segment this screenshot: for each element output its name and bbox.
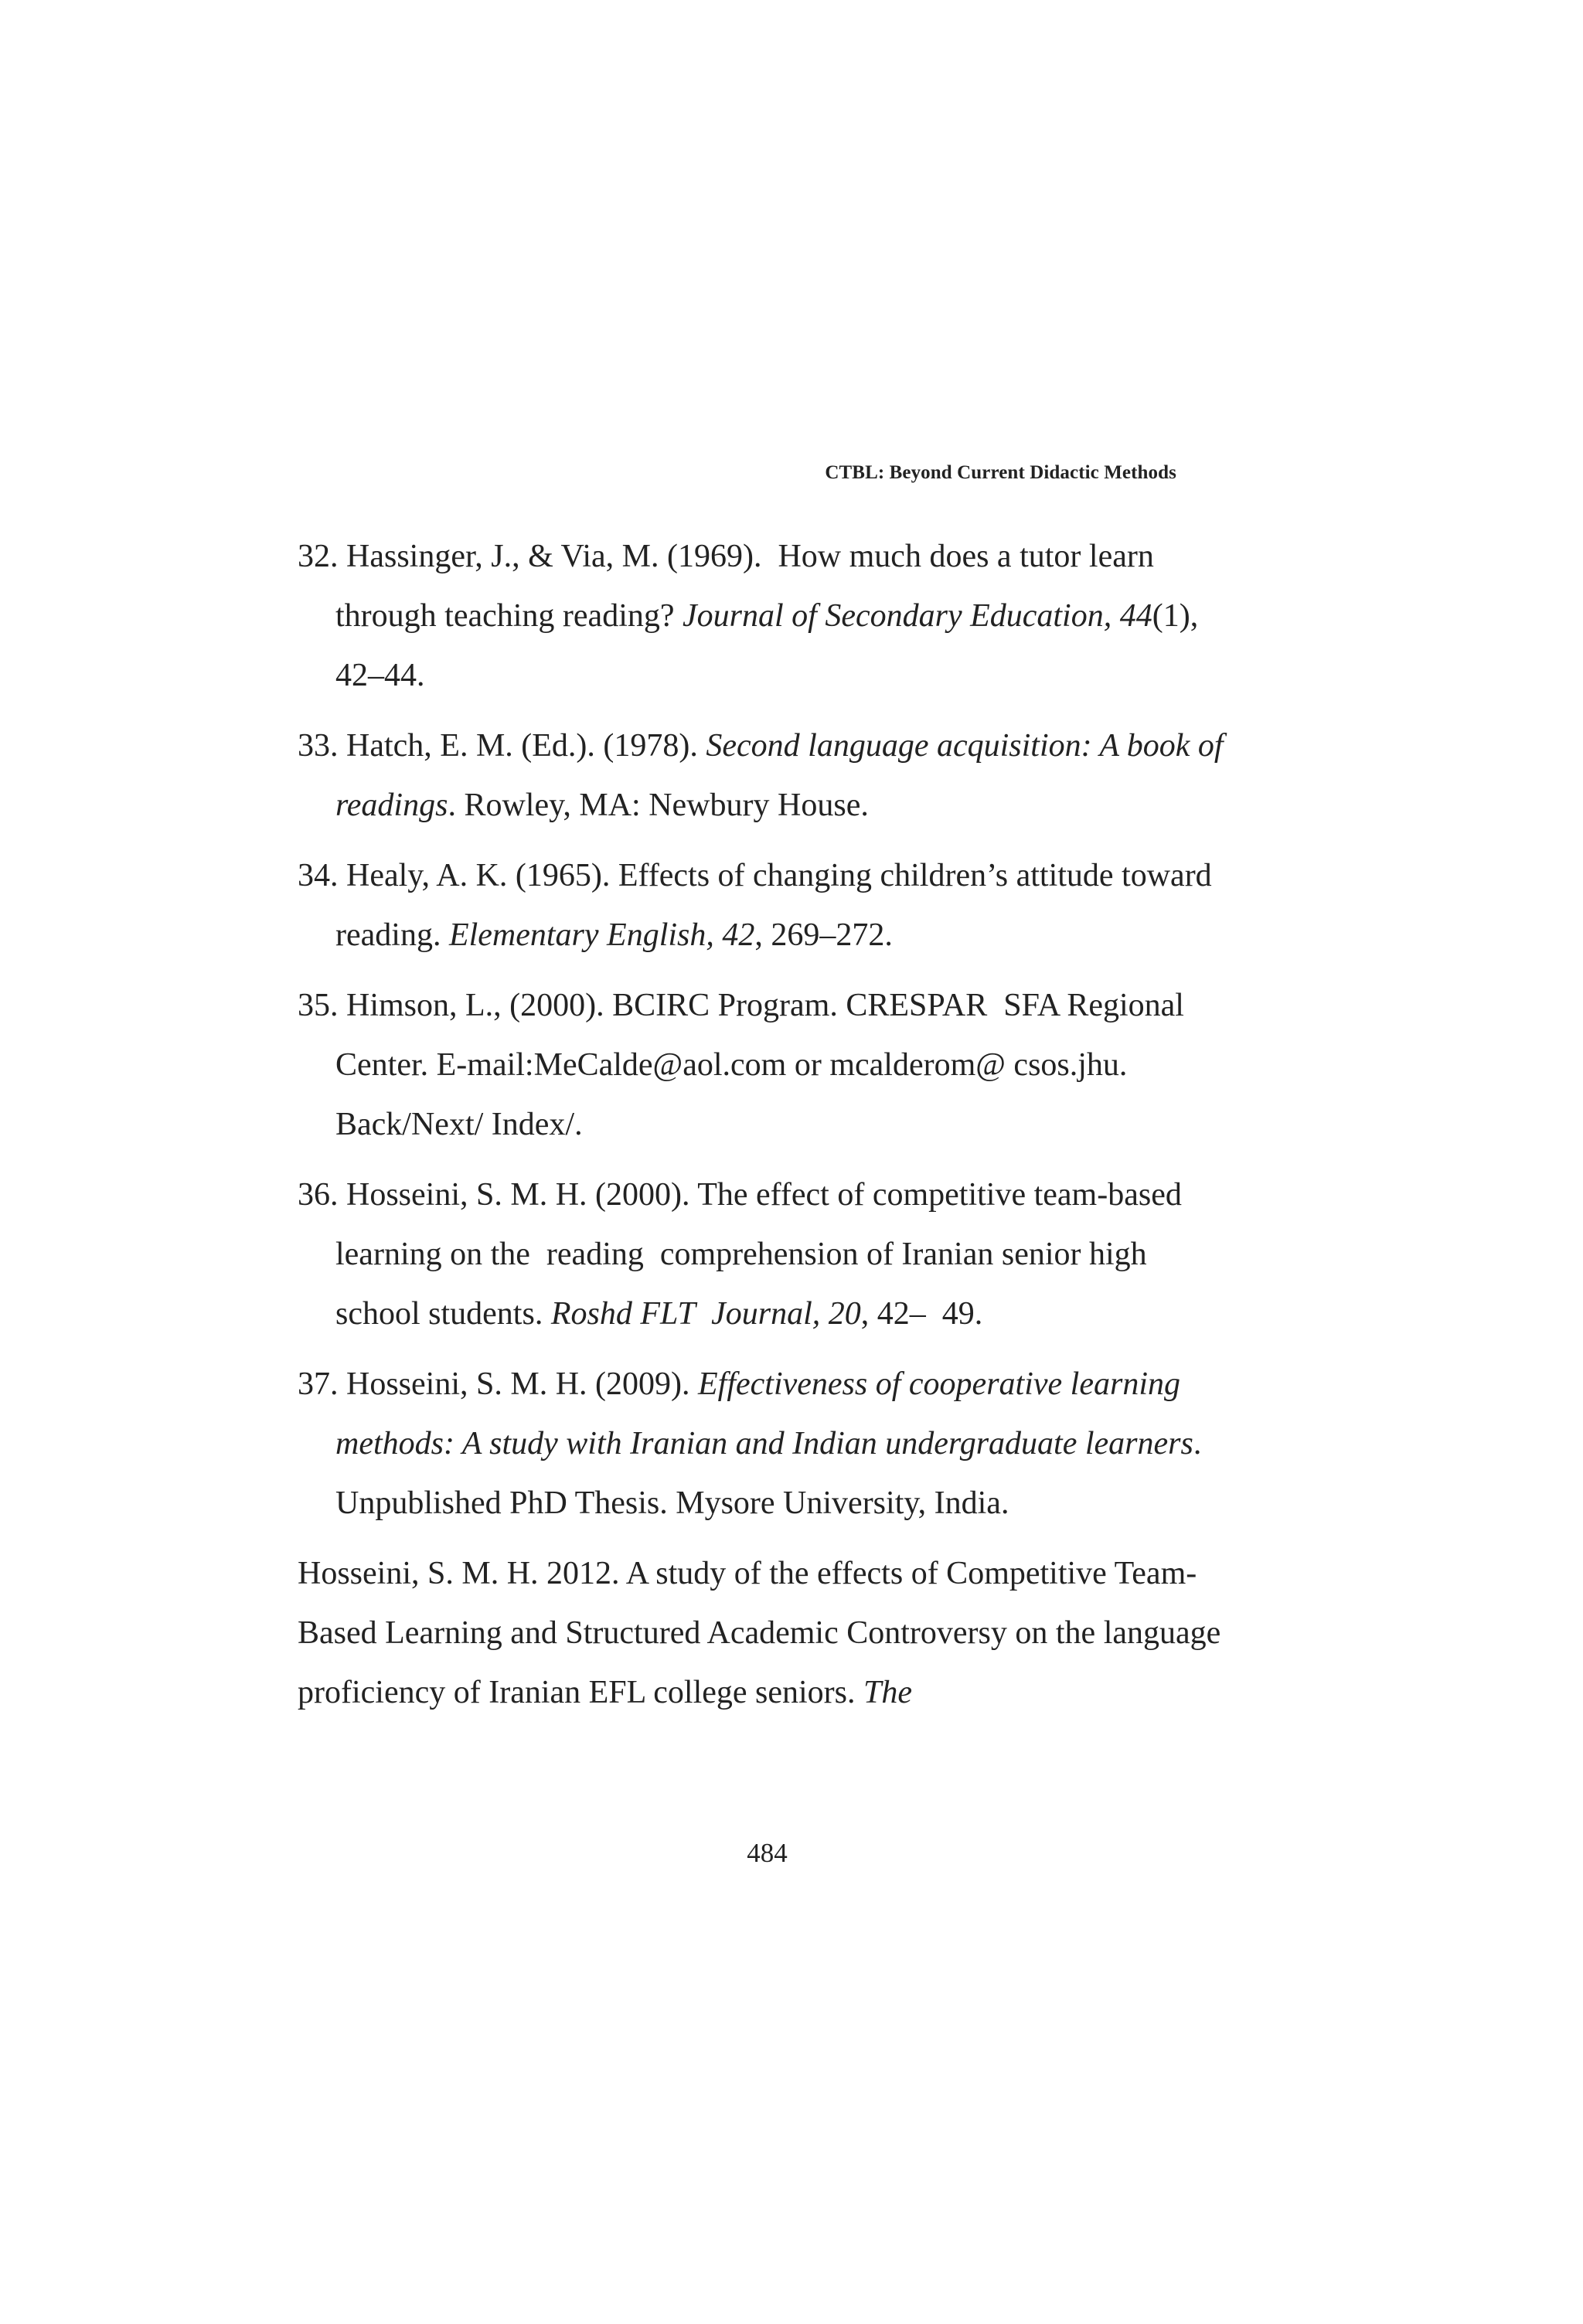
reference-text: , 269–272.: [754, 917, 893, 953]
reference-entry: [298, 846, 1225, 965]
reference-title-italic: The: [863, 1675, 913, 1710]
reference-text: 33. Hatch, E. M. (Ed.). (1978).: [298, 728, 706, 764]
reference-text: (1), 42–44.: [335, 598, 1207, 693]
reference-text: . Rowley, MA: Newbury House.: [448, 788, 869, 823]
reference-title-italic: Second language acquisition: A book of readings: [335, 728, 1232, 823]
reference-text: 35. Himson, L., (2000). BCIRC Program. CRESPAR SFA Regional Center. E-mail:MeCalde@aol.com or mcalderom@ csos.jhu. Back/Next/ Index/.: [298, 988, 1193, 1142]
reference-title-italic: Roshd FLT Journal, 20: [550, 1296, 861, 1332]
reference-title-italic: Journal of Secondary Education, 44: [683, 598, 1152, 634]
reference-entry: [298, 527, 1225, 706]
reference-entry: [298, 1544, 1229, 1723]
reference-text: . Unpublished PhD Thesis. Mysore University, India.: [335, 1426, 1210, 1521]
reference-entry: [298, 716, 1232, 835]
running-head: CTBL: Beyond Current Didactic Methods: [825, 462, 1176, 483]
page-number: 484: [747, 1838, 788, 1868]
reference-title-italic: Elementary English, 42: [448, 917, 755, 953]
reference-entry: [298, 1355, 1225, 1533]
reference-text: 34. Healy, A. K. (1965). Effects of changing children’s attitude toward reading.: [298, 858, 1220, 953]
reference-entry: [298, 976, 1225, 1155]
reference-text: 32. Hassinger, J., & Via, M. (1969). How much does a tutor learn through teaching reading?: [298, 539, 1163, 634]
reference-text: , 42– 49.: [860, 1296, 983, 1332]
reference-text: Hosseini, S. M. H. 2012. A study of the effects of Competitive Team-Based Learning and Structured Academic Controversy on the language proficiency of Iranian EFL college seniors.: [298, 1556, 1229, 1710]
reference-text: 36. Hosseini, S. M. H. (2000). The effect of competitive team-based learning on the reading comprehension of Iranian senior high school students.: [298, 1177, 1190, 1332]
reference-text: 37. Hosseini, S. M. H. (2009).: [298, 1366, 699, 1402]
reference-entry: [298, 1165, 1225, 1344]
reference-list: [298, 527, 1232, 1734]
reference-title-italic: Effectiveness of cooperative learning methods: A study with Iranian and Indian undergraduate learners: [335, 1366, 1193, 1461]
